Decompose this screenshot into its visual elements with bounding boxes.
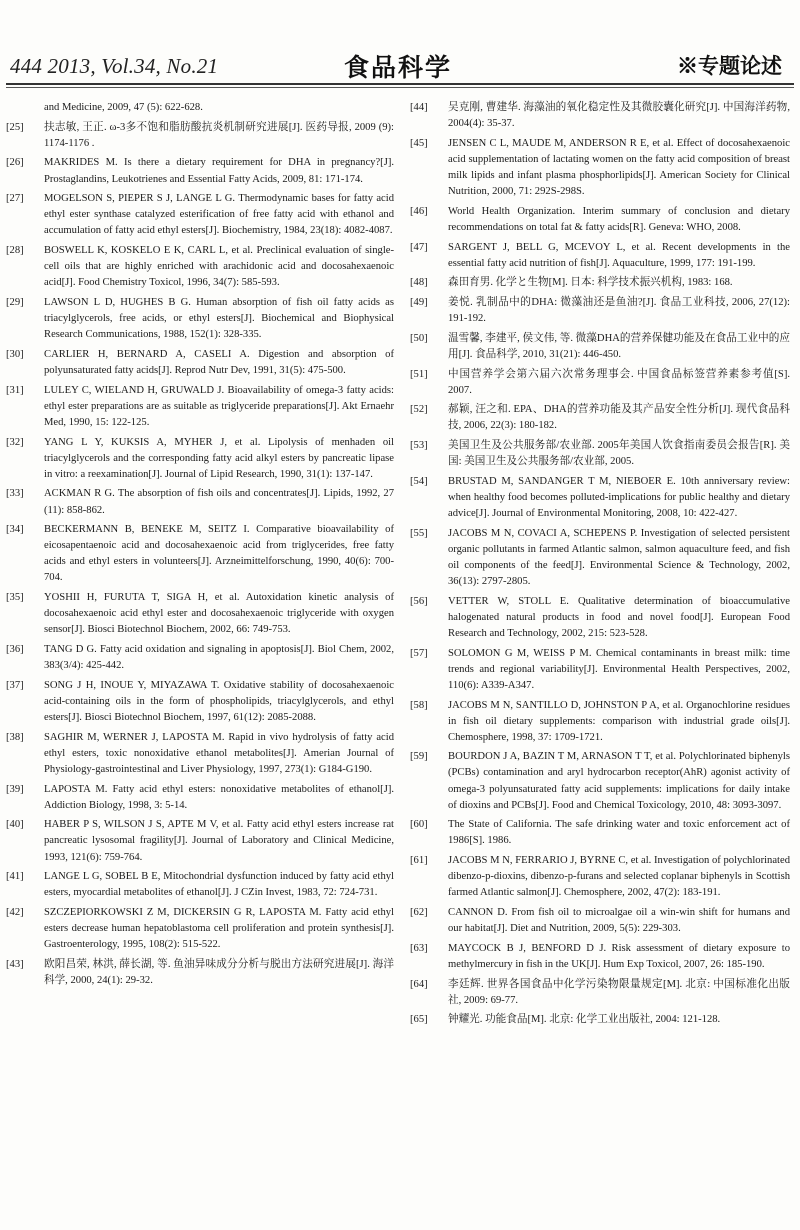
- reference-item: [6, 817, 394, 865]
- reference-number: [60]: [410, 819, 428, 831]
- header-rule-thin: [6, 87, 794, 88]
- reference-number: [45]: [410, 137, 428, 149]
- reference-number: [39]: [6, 783, 24, 795]
- reference-text: TANG D G. Fatty acid oxidation and signaling in apoptosis[J]. Biol Chem, 2002, 383(3/4): 425-442.: [44, 644, 394, 672]
- reference-item: [410, 204, 790, 236]
- reference-number: [26]: [6, 157, 24, 169]
- reference-item: [6, 295, 394, 343]
- reference-number: [58]: [410, 699, 428, 711]
- reference-number: [25]: [6, 121, 24, 133]
- reference-text: 中国营养学会第六届六次常务理事会. 中国食品标签营养素参考值[S]. 2007.: [448, 368, 790, 396]
- reference-text: The State of California. The safe drinking water and toxic enforcement act of 1986[S]. 1986.: [448, 819, 790, 847]
- reference-text: SONG J H, INOUE Y, MIYAZAWA T. Oxidative stability of docosahexaenoic acid-containing oils in the form of phospholipids, triacylglycerols, and ethyl esters[J]. Biosci Biotechnol Biochem, 1997, 61(12): 2085-2088.: [44, 679, 394, 723]
- journal-logo: 食品科学: [344, 53, 453, 82]
- reference-text: JENSEN C L, MAUDE M, ANDERSON R E, et al. Effect of docosahexaenoic acid supplementation of lactating women on the fatty acid composition of breast milk lipids and infant plasma phosphorlipids[J]. American Society for Clinical Nutrition, 2000, 71: 292S-298S.: [448, 137, 790, 198]
- reference-item: [410, 295, 790, 327]
- reference-text: JACOBS M N, COVACI A, SCHEPENS P. Investigation of selected persistent organic pollutants in farmed Atlantic salmon, salmon aquaculture feed, and fish oil components of the feed[J]. Environmental Science & Technology, 2002, 36(13): 2797-2805.: [448, 527, 790, 588]
- reference-number: [42]: [6, 907, 24, 918]
- reference-item: [410, 749, 790, 813]
- reference-text: YOSHII H, FURUTA T, SIGA H, et al. Autoxidation kinetic analysis of docosahexaenoic acid ethyl ester and docosahexaenoic triglyceride with oxygen sensor[J]. Biosci Biotechnol Biochem, 2002, 66: 749-753.: [44, 592, 394, 636]
- reference-number: [38]: [6, 731, 24, 743]
- reference-item: [6, 642, 394, 674]
- reference-number: [46]: [410, 205, 428, 217]
- reference-number: [37]: [6, 679, 24, 691]
- reference-text: 温雪馨, 李建平, 侯文伟, 等. 微藻DHA的营养保健功能及在食品工业中的应用[J]. 食品科学, 2010, 31(21): 446-450.: [448, 332, 790, 360]
- reference-number: [53]: [410, 440, 428, 452]
- reference-number: [40]: [6, 819, 24, 831]
- reference-text: BOURDON J A, BAZIN T M, ARNASON T T, et al. Polychlorinated biphenyls (PCBs) contamination and aryl hydrocarbon receptor(AhR) agonist activity of omega-3 polyunsaturated fatty acid supplements: implications for daily intake of dioxins and PCBs[J]. Food and Chemical Toxicology, 2010, 48: 3093-3097.: [448, 751, 790, 811]
- reference-text: LULEY C, WIELAND H, GRUWALD J. Bioavailability of omega-3 fatty acids: ethyl ester preparations are as suitable as triglyceride preparations[J]. Akt Ernaehr Med, 1990, 15: 122-125.: [44, 384, 394, 428]
- reference-item: [410, 438, 790, 470]
- reference-text: 扶志敏, 王正. ω-3多不饱和脂肪酸抗炎机制研究进展[J]. 医药导报, 2009 (9): 1174-1176 .: [44, 121, 394, 149]
- reference-text: MOGELSON S, PIEPER S J, LANGE L G. Thermodynamic bases for fatty acid ethyl ester synthase catalyzed esterification of free fatty acid with ethanol and accumulation of fatty acid ethyl esters[J]. Biochemistry, 1984, 23(18): 4082-4087.: [44, 193, 394, 237]
- reference-item: [6, 678, 394, 726]
- reference-text: SARGENT J, BELL G, MCEVOY L, et al. Recent developments in the essential fatty acid nutrition of fish[J]. Aquaculture, 1999, 177: 191-199.: [448, 241, 790, 269]
- page-header: [0, 0, 800, 84]
- reference-text: 美国卫生及公共服务部/农业部. 2005年美国人饮食指南委员会报告[R]. 美国: 美国卫生及公共服务部/农业部, 2005.: [448, 440, 790, 468]
- reference-text: JACOBS M N, FERRARIO J, BYRNE C, et al. Investigation of polychlorinated dibenzo-p-dioxins, dibenzo-p-furans and selected coplanar biphenyls in Scottish farmed Atlantic salmon[J]. Chemosphere, 2002, 47(2): 183-191.: [448, 855, 790, 899]
- reference-number: [56]: [410, 595, 428, 607]
- reference-item: [6, 782, 394, 814]
- reference-item: [410, 136, 790, 200]
- reference-item: [6, 155, 394, 187]
- reference-item: [6, 100, 394, 116]
- reference-number: [52]: [410, 404, 428, 416]
- reference-text: 李廷辉. 世界各国食品中化学污染物限量规定[M]. 北京: 中国标准化出版社, 2009: 69-77.: [448, 978, 790, 1006]
- reference-text: 吴克刚, 曹建华. 海藻油的氧化稳定性及其微胶囊化研究[J]. 中国海洋药物, 2004(4): 35-37.: [448, 102, 790, 130]
- reference-text: 欧阳昌荣, 林洪, 薛长湖, 等. 鱼油异味成分分析与脱出方法研究进展[J]. 海洋科学, 2000, 24(1): 29-32.: [44, 958, 394, 986]
- reference-number: [36]: [6, 644, 24, 656]
- reference-text: SAGHIR M, WERNER J, LAPOSTA M. Rapid in vivo hydrolysis of fatty acid ethyl esters, toxic nonoxidative ethanol metabolites[J]. Amerian Journal of Physiology-gastrointestinal and Liver Physiology, 1997, 273(1): G184-G190.: [44, 731, 394, 775]
- reference-number: [61]: [410, 855, 428, 867]
- reference-item: [6, 730, 394, 778]
- reference-item: [410, 240, 790, 272]
- reference-item: [6, 905, 394, 953]
- reference-text: World Health Organization. Interim summary of conclusion and dietary recommendations on total fat & fatty acids[R]. Geneva: WHO, 2008.: [448, 205, 790, 233]
- reference-number: [32]: [6, 436, 24, 448]
- reference-text: LANGE L G, SOBEL B E, Mitochondrial dysfunction induced by fatty acid ethyl esters, myocardial metabolites of ethanol[J]. J CZin Invest, 1983, 72: 724-731.: [44, 871, 394, 899]
- reference-number: [62]: [410, 907, 428, 918]
- reference-item: [6, 347, 394, 379]
- reference-item: [410, 402, 790, 434]
- reference-number: [33]: [6, 488, 24, 500]
- reference-number: [41]: [6, 871, 24, 883]
- reference-number: [47]: [410, 241, 428, 253]
- reference-item: [410, 526, 790, 590]
- reference-number: [29]: [6, 297, 24, 308]
- reference-number: [6, 100, 44, 116]
- reference-number: [34]: [6, 524, 24, 536]
- reference-number: [48]: [410, 277, 428, 289]
- reference-item: [410, 1012, 790, 1028]
- reference-text: CARLIER H, BERNARD A, CASELI A. Digestion and absorption of polyunsaturated fatty acids[J]. Reprod Nutr Dev, 1991, 31(5): 475-500.: [44, 348, 394, 376]
- reference-item: [6, 120, 394, 152]
- reference-item: [6, 383, 394, 431]
- reference-item: [410, 275, 790, 291]
- reference-number: [27]: [6, 193, 24, 205]
- reference-item: [6, 522, 394, 586]
- reference-text: BRUSTAD M, SANDANGER T M, NIEBOER E. 10th anniversary review: when healthy food becomes polluted-implications for public healthy and dietary advice[J]. Journal of Environmental Monitoring, 2008, 10: 422-427.: [448, 475, 790, 520]
- reference-item: [410, 594, 790, 642]
- reference-item: [410, 100, 790, 132]
- reference-text: 森田育男. 化学と生物[M]. 日本: 科学技术振兴机构, 1983: 168.: [448, 277, 733, 289]
- reference-number: [50]: [410, 332, 428, 344]
- reference-number: [44]: [410, 102, 428, 113]
- reference-number: [30]: [6, 348, 24, 360]
- reference-number: [43]: [6, 958, 24, 970]
- reference-item: [410, 817, 790, 849]
- reference-item: [410, 905, 790, 937]
- reference-item: [410, 941, 790, 973]
- header-rule: [6, 83, 794, 85]
- reference-text: VETTER W, STOLL E. Qualitative determination of bioaccumulative halogenated natural products in food and novel food[J]. European Food Research and Technology, 2002, 215: 523-528.: [448, 595, 790, 639]
- reference-text: and Medicine, 2009, 47 (5): 622-628.: [44, 102, 203, 113]
- reference-text: 钟耀光. 功能食品[M]. 北京: 化学工业出版社, 2004: 121-128.: [448, 1014, 721, 1026]
- reference-item: [410, 331, 790, 363]
- reference-text: 郝颖, 汪之和. EPA、DHA的营养功能及其产品安全性分析[J]. 现代食品科技, 2006, 22(3): 180-182.: [448, 404, 790, 432]
- reference-list-right: [410, 100, 790, 1032]
- reference-item: [6, 486, 394, 518]
- reference-number: [65]: [410, 1014, 428, 1026]
- reference-text: YANG L Y, KUKSIS A, MYHER J, et al. Lipolysis of menhaden oil triacylglycerols and the corresponding fatty acid alkyl esters by pancreatic lipase in vitro: a reexamination[J]. Journal of Lipid Research, 1990, 31(1): 137-147.: [44, 436, 394, 480]
- reference-text: LAPOSTA M. Fatty acid ethyl esters: nonoxidative metabolites of ethanol[J]. Addiction Biology, 1998, 3: 5-14.: [44, 783, 394, 811]
- reference-item: [6, 590, 394, 638]
- reference-number: [63]: [410, 942, 428, 954]
- reference-text: SZCZEPIORKOWSKI Z M, DICKERSIN G R, LAPOSTA M. Fatty acid ethyl esters decrease human hepatoblastoma cell proliferation and protein synthesis[J]. Gastroenterology, 1995, 108(2): 515-522.: [44, 907, 394, 951]
- reference-item: [410, 853, 790, 901]
- reference-text: SOLOMON G M, WEISS P M. Chemical contaminants in breast milk: time trends and regional variability[J]. Environmental Health Perspectives, 2002, 110(6): A339-A347.: [448, 647, 790, 691]
- reference-item: [6, 435, 394, 483]
- reference-number: [59]: [410, 751, 428, 763]
- reference-number: [64]: [410, 978, 428, 990]
- section-label: ※专题论述: [677, 53, 782, 78]
- reference-number: [55]: [410, 527, 428, 539]
- reference-number: [28]: [6, 245, 24, 257]
- reference-number: [49]: [410, 297, 428, 308]
- reference-item: [410, 367, 790, 399]
- page-info: 444 2013, Vol.34, No.21: [10, 54, 219, 78]
- reference-item: [410, 646, 790, 694]
- reference-text: BOSWELL K, KOSKELO E K, CARL L, et al. Preclinical evaluation of single-cell oils that are highly enriched with arachidonic acid and docosahexaenoic acid[J]. Food Chemistry Toxicol, 1996, 34(7): 585-593.: [44, 245, 394, 289]
- reference-item: [6, 869, 394, 901]
- reference-item: [6, 957, 394, 989]
- reference-number: [51]: [410, 368, 428, 380]
- reference-number: [35]: [6, 592, 24, 604]
- reference-number: [31]: [6, 384, 24, 396]
- reference-item: [410, 977, 790, 1009]
- reference-text: ACKMAN R G. The absorption of fish oils and concentrates[J]. Lipids, 1992, 27 (11): 858-862.: [44, 488, 394, 516]
- reference-text: MAKRIDES M. Is there a dietary requirement for DHA in pregnancy?[J]. Prostaglandins, Leukotrienes and Essential Fatty Acids, 2009, 81: 171-174.: [44, 157, 394, 185]
- reference-text: LAWSON L D, HUGHES B G. Human absorption of fish oil fatty acids as triacylglycerols, free acids, or ethyl esters[J]. Biochemical and Biophysical Research Communications, 1988, 152(1): 328-335.: [44, 297, 394, 341]
- reference-text: MAYCOCK B J, BENFORD D J. Risk assessment of dietary exposure to methylmercury in fish in the UK[J]. Hum Exp Toxicol, 2007, 26: 185-190.: [448, 942, 790, 970]
- reference-list-left: [6, 100, 394, 993]
- reference-item: [410, 474, 790, 522]
- reference-item: [6, 243, 394, 291]
- reference-text: HABER P S, WILSON J S, APTE M V, et al. Fatty acid ethyl esters increase rat pancreatic lysosomal fragility[J]. Journal of Laboratory and Clinical Medicine, 1993, 121(6): 759-764.: [44, 819, 394, 863]
- reference-item: [410, 698, 790, 746]
- reference-text: CANNON D. From fish oil to microalgae oil a win-win shift for humans and our habitat[J]. Diet and Nutrition, 2009, 5(5): 229-303.: [448, 907, 790, 935]
- reference-text: BECKERMANN B, BENEKE M, SEITZ I. Comparative bioavailability of eicosapentaenoic acid and docosahexaenoic acid from triglycerides, free fatty acids and ethyl esters in volunteers[J]. Arzneimittelforschung, 1990, 40(6): 700-704.: [44, 524, 394, 584]
- reference-text: 姜悦. 乳制品中的DHA: 微藻油还是鱼油?[J]. 食品工业科技, 2006, 27(12): 191-192.: [448, 297, 790, 325]
- reference-number: [54]: [410, 475, 428, 487]
- reference-number: [57]: [410, 647, 428, 659]
- reference-item: [6, 191, 394, 239]
- reference-text: JACOBS M N, SANTILLO D, JOHNSTON P A, et al. Organochlorine residues in fish oil dietary supplements: comparison with industrial grade oils[J]. Chemosphere, 1998, 37: 1709-1721.: [448, 699, 790, 743]
